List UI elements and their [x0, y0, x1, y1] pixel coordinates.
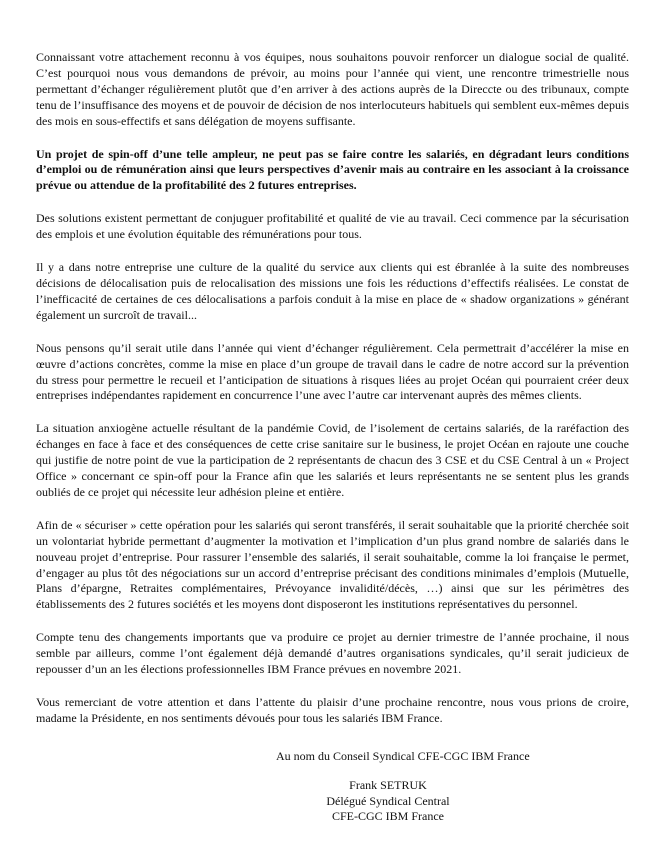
paragraph-echanger: Nous pensons qu’il serait utile dans l’année qui vient d’échanger régulièrement. Cela permettrait d’accélérer la mise en œuvre d’actions concrètes, comme la mise en place d’un groupe de travail dans le cadre de notre accord sur la prévention du stress pour permettre le recueil et l’anticipation de situations à risques liées au projet Océan qui pourraient créer deux entreprises indépendantes rapidement en concurrence l’une avec l’autre car intervenant auprès des mêmes clients.: [36, 340, 629, 403]
signature-on-behalf: Au nom du Conseil Syndical CFE-CGC IBM France: [276, 749, 530, 763]
signer-name: Frank SETRUK: [349, 778, 427, 792]
paragraph-dialogue-social: Connaissant votre attachement reconnu à vos équipes, nous souhaitons pouvoir renforcer un dialogue social de qualité. C’est pourquoi nous vous demandons de prévoir, au moins pour l’année qui vient, une rencontre trimestrielle nous permettant d’échanger régulièrement plutôt que d’en arriver à des actions auprès de la Direccte ou des tribunaux, compte tenu de l’insuffisance des moyens et de pouvoir de décision de nos interlocuteurs habituels qui semblent eux-mêmes depuis des mois en sous-effectifs et sans délégation de moyens suffisante.: [36, 50, 629, 128]
letter-body: [36, 50, 629, 744]
paragraph-securiser: Afin de « sécuriser » cette opération pour les salariés qui seront transférés, il serait souhaitable que la priorité cherchée soit un volontariat hybride permettant d’augmenter la motivation et l’implication d’un plus grand nombre de salariés dans le nouveau projet d’entreprise. Pour rassurer l’ensemble des salariés, il serait souhaitable, comme la loi française le permet, d’engager au plus tôt des négociations sur un accord d’entreprise précisant des conditions minimales d’emplois (Mutuelle, Plans d’épargne, Retraites complémentaires, Prévoyance invalidité/décès, …) ainsi que sur les périmètres des établissements des 2 futures sociétés et les moyens dont disposeront les institutions représentatives du personnel.: [36, 517, 629, 612]
signer-role: Délégué Syndical Central: [326, 793, 450, 808]
signer-org: CFE-CGC IBM France: [332, 809, 444, 823]
paragraph-spin-off: Un projet de spin-off d’une telle ampleur, ne peut pas se faire contre les salariés, en dégradant leurs conditions d’emploi ou de rémunération ainsi que leurs perspectives d’avenir mais au contraire en les associant à la croissance prévue ou attendue de la profitabilité des 2 futures entreprises.: [36, 146, 629, 193]
paragraph-situation-anxiogene: La situation anxiogène actuelle résultant de la pandémie Covid, de l’isolement de certains salariés, de la raréfaction des échanges en face à face et des conséquences de cette crise sanitaire sur le business, le projet Océan en rajoute une couche qui justifie de notre point de vue la participation de 2 représentants de chacun des 3 CSE et du CSE Central à un « Project Office » concernant ce spin-off pour la France afin que les salariés et leurs représentants ne se sentent plus les grands oubliés de ce projet qui nécessite leur adhésion pleine et entière.: [36, 421, 629, 499]
signature-block: [308, 778, 468, 825]
paragraph-closing: Vous remerciant de votre attention et dans l’attente du plaisir d’une prochaine rencontre, nous vous prions de croire, madame la Présidente, en nos sentiments dévoués pour tous les salariés IBM France.: [36, 695, 629, 725]
paragraph-solutions: Des solutions existent permettant de conjuguer profitabilité et qualité de vie au travail. Ceci commence par la sécurisation des emplois et une évolution équitable des rémunérations pour tous.: [36, 211, 629, 242]
paragraph-culture-qualite: Il y a dans notre entreprise une culture de la qualité du service aux clients qui est ébranlée à la suite des nombreuses décisions de délocalisation puis de relocalisation des missions une fois les réductions d’effectifs réalisées. Le constat de l’inefficacité de certaines de ces délocalisations a parfois conduit à la mise en place de « shadow organizations » générant également un surcroît de travail...: [36, 260, 629, 322]
paragraph-elections: Compte tenu des changements importants que va produire ce projet au dernier trimestre de l’année prochaine, il nous semble par ailleurs, comme l’ont également déjà demandé d’autres organisations syndicales, qu’il serait judicieux de repousser d’un an les élections professionnelles IBM France prévues en novembre 2021.: [36, 630, 629, 677]
